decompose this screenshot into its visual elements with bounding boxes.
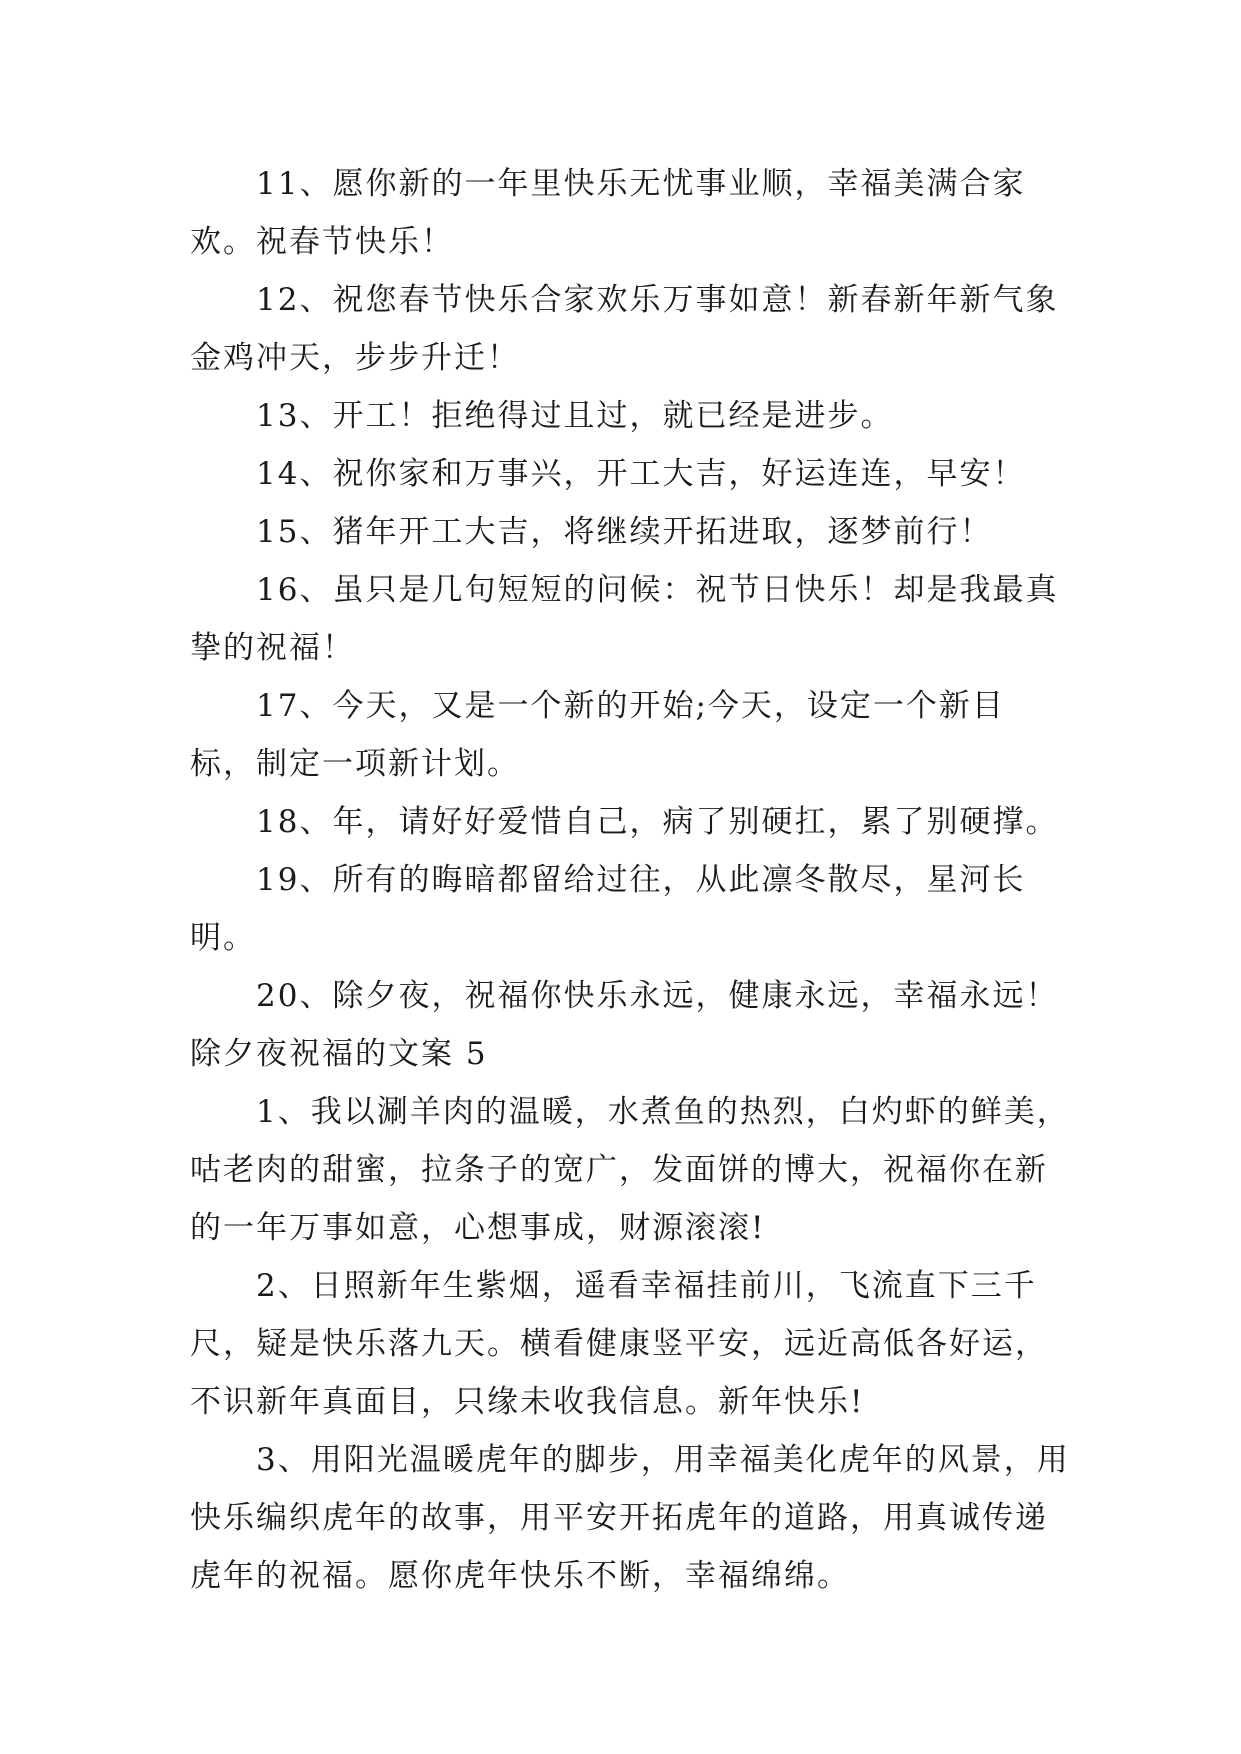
paragraph-15: 15、猪年开工大吉，将继续开拓进取，逐梦前行！: [256, 514, 993, 550]
paragraph-11: 11、愿你新的一年里快乐无忧事业顺，幸福美满合家欢。祝春节快乐！: [190, 166, 1026, 260]
paragraph-13: 13、开工！拒绝得过且过，就已经是进步。: [256, 398, 894, 434]
paragraph-20: 20、除夕夜，祝福你快乐永远，健康永远，幸福永远！: [256, 978, 1059, 1014]
paragraph-s5-3: 3、用阳光温暖虎年的脚步，用幸福美化虎年的风景，用快乐编织虎年的故事，用平安开拓虎年的道路，用真诚传递虎年的祝福。愿你虎年快乐不断，幸福绵绵。: [190, 1442, 1070, 1594]
section-heading: 除夕夜祝福的文案 5: [190, 1036, 488, 1072]
paragraph-19: 19、所有的晦暗都留给过往，从此凛冬散尽，星河长明。: [190, 862, 1026, 956]
paragraph-12: 12、祝您春节快乐合家欢乐万事如意！新春新年新气象金鸡冲天，步步升迁！: [190, 282, 1059, 376]
paragraph-s5-2: 2、日照新年生紫烟，遥看幸福挂前川，飞流直下三千尺，疑是快乐落九天。横看健康竖平安，远近高低各好运，不识新年真面目，只缘未收我信息。新年快乐!: [190, 1268, 1048, 1420]
paragraph-14: 14、祝你家和万事兴，开工大吉，好运连连，早安！: [256, 456, 1026, 492]
paragraph-16: 16、虽只是几句短短的问候：祝节日快乐！却是我最真挚的祝福！: [190, 572, 1059, 666]
paragraph-s5-1: 1、我以涮羊肉的温暖，水煮鱼的热烈，白灼虾的鲜美，咕老肉的甜蜜，拉条子的宽广，发面饼的博大，祝福你在新的一年万事如意，心想事成，财源滚滚!: [190, 1094, 1070, 1246]
document-page: [190, 155, 1070, 1605]
paragraph-18: 18、年，请好好爱惜自己，病了别硬扛，累了别硬撑。: [256, 804, 1059, 840]
paragraph-17: 17、今天，又是一个新的开始;今天，设定一个新目标，制定一项新计划。: [190, 688, 1005, 782]
